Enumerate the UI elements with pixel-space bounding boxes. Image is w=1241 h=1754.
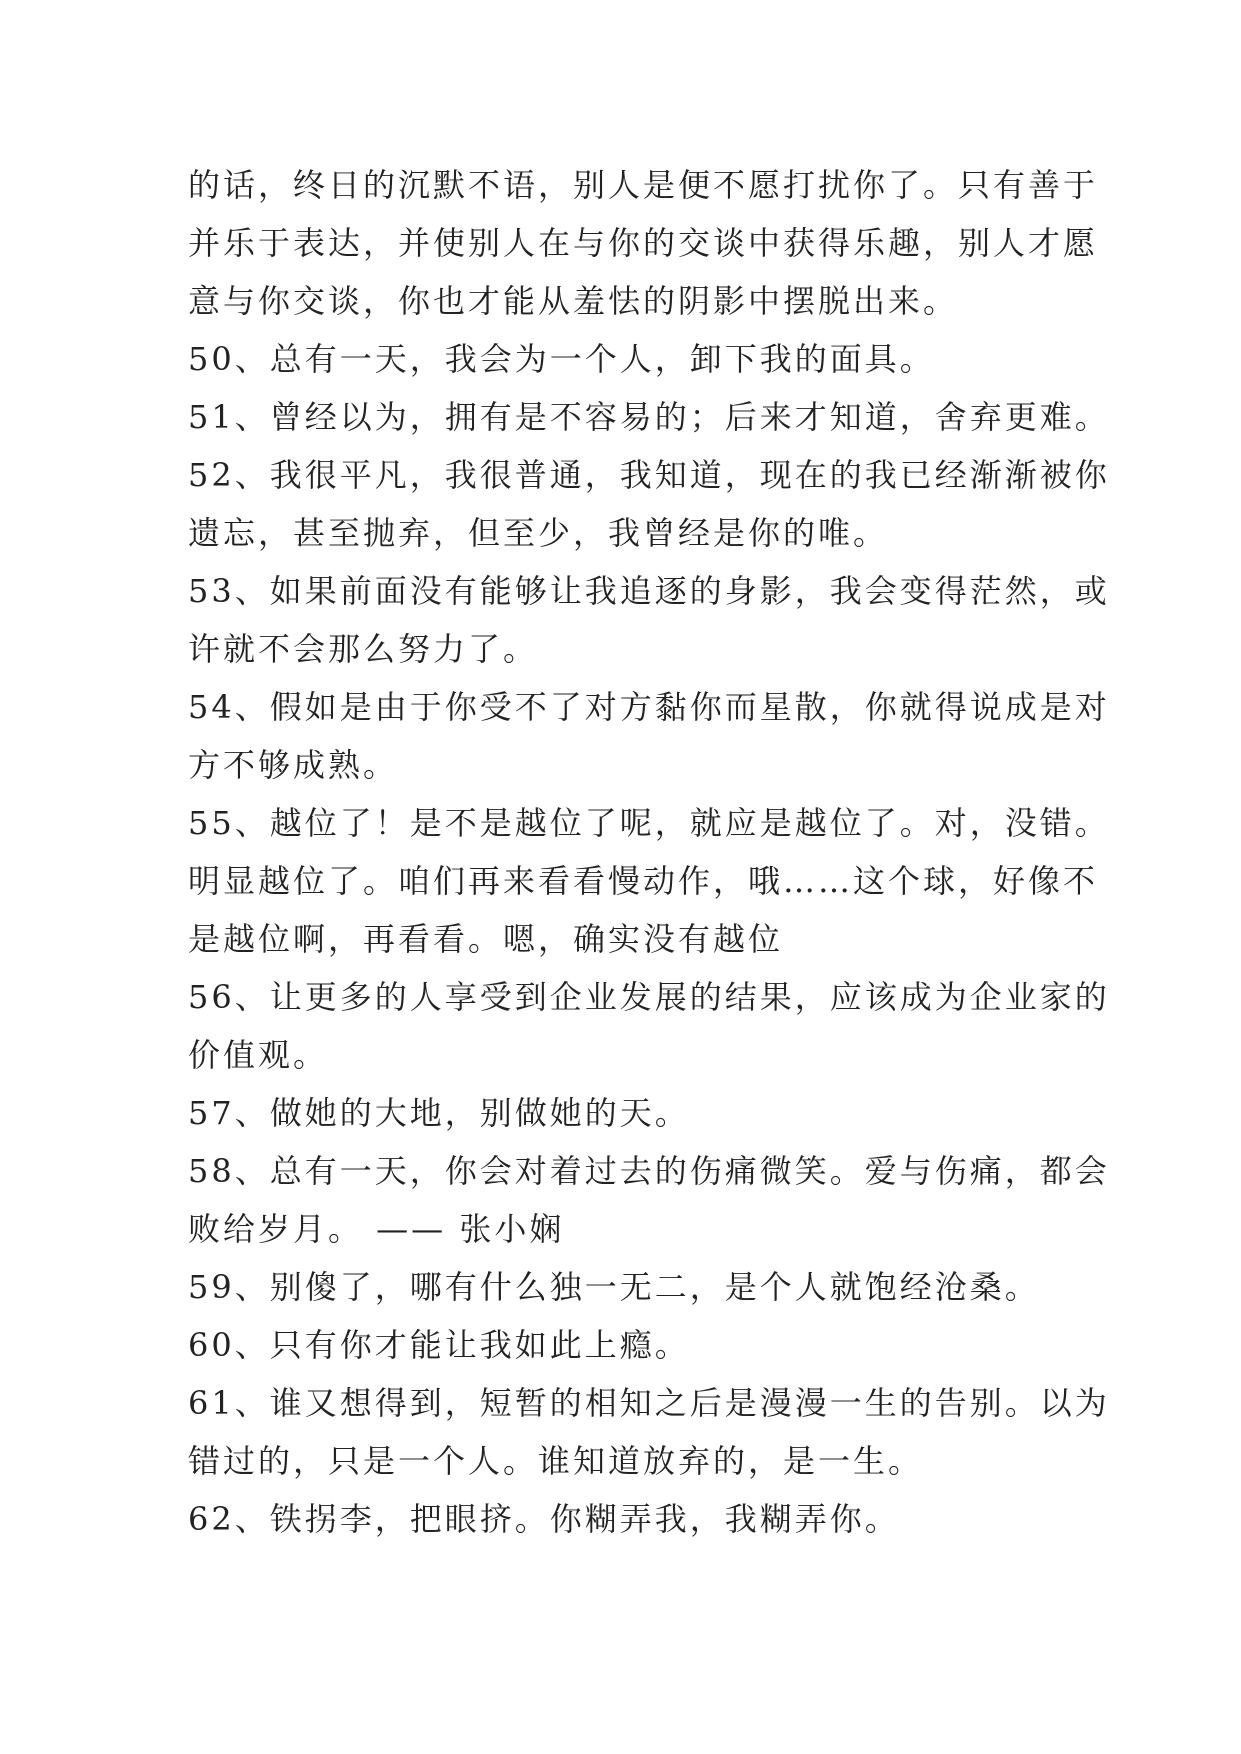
text-line: 许就不会那么努力了。 bbox=[188, 630, 539, 668]
text-line: 是越位啊，再看看。嗯，确实没有越位 bbox=[188, 920, 784, 958]
text-line: 方不够成熟。 bbox=[188, 746, 399, 784]
text-line: 57、做她的大地，别做她的天。 bbox=[188, 1094, 690, 1132]
text-line: 价值观。 bbox=[188, 1036, 329, 1074]
text-line: 56、让更多的人享受到企业发展的结果，应该成为企业家的 bbox=[188, 978, 1110, 1016]
text-line: 59、别傻了，哪有什么独一无二，是个人就饱经沧桑。 bbox=[188, 1268, 1040, 1306]
text-line: 明显越位了。咱们再来看看慢动作，哦……这个球，好像不 bbox=[188, 862, 1099, 900]
text-line: 52、我很平凡，我很普通，我知道，现在的我已经渐渐被你 bbox=[188, 456, 1110, 494]
text-line: 50、总有一天，我会为一个人，卸下我的面具。 bbox=[188, 340, 935, 378]
text-line: 62、铁拐李，把眼挤。你糊弄我，我糊弄你。 bbox=[188, 1500, 900, 1538]
text-line: 61、谁又想得到，短暂的相知之后是漫漫一生的告别。以为 bbox=[188, 1384, 1110, 1422]
text-line: 60、只有你才能让我如此上瘾。 bbox=[188, 1326, 690, 1364]
text-line: 的话，终日的沉默不语，别人是便不愿打扰你了。只有善于 bbox=[188, 166, 1099, 204]
document-body bbox=[188, 156, 1110, 1548]
text-line: 败给岁月。 —— 张小娴 bbox=[188, 1210, 565, 1248]
text-line: 54、假如是由于你受不了对方黏你而星散，你就得说成是对 bbox=[188, 688, 1110, 726]
text-line: 意与你交谈，你也才能从羞怯的阴影中摆脱出来。 bbox=[188, 282, 959, 320]
text-line: 错过的，只是一个人。谁知道放弃的，是一生。 bbox=[188, 1442, 924, 1480]
text-line: 遗忘，甚至抛弃，但至少，我曾经是你的唯。 bbox=[188, 514, 889, 552]
text-line: 53、如果前面没有能够让我追逐的身影，我会变得茫然，或 bbox=[188, 572, 1110, 610]
text-line: 并乐于表达，并使别人在与你的交谈中获得乐趣，别人才愿 bbox=[188, 224, 1099, 262]
text-line: 58、总有一天，你会对着过去的伤痛微笑。爱与伤痛，都会 bbox=[188, 1152, 1110, 1190]
text-line: 55、越位了！是不是越位了呢，就应是越位了。对，没错。 bbox=[188, 804, 1110, 842]
text-line: 51、曾经以为，拥有是不容易的；后来才知道，舍弃更难。 bbox=[188, 398, 1110, 436]
